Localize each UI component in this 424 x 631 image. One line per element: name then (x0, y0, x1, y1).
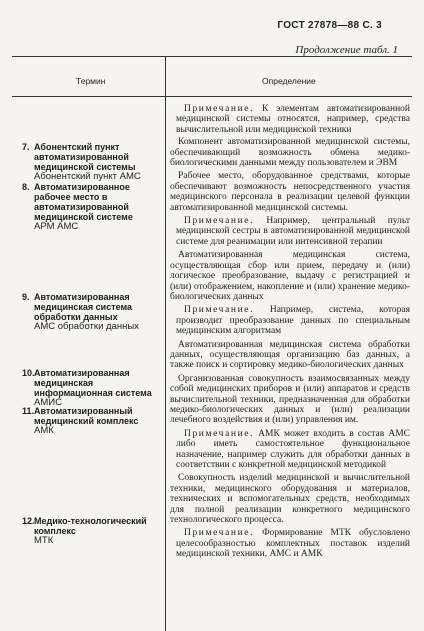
term-number: 12. (22, 516, 35, 526)
term-10 (22, 368, 162, 408)
term-name: Автоматизированное рабочее место в автоматизированной медицинской системе (34, 182, 133, 222)
term-12 (22, 516, 162, 546)
table-continuation-label: Продолжение табл. 1 (295, 44, 398, 56)
term-name: Автоматизированный медицинский комплекс (34, 406, 139, 426)
note-label: Примечание. (184, 428, 255, 439)
column-divider (165, 56, 166, 631)
definition-column (170, 104, 410, 560)
definition-10: Автоматизированная медицинская система обработки данных, осуществляющая организацию баз данных, а также поиск и сортировку медико-биологических данных (170, 339, 410, 371)
term-name: Абонентский пункт автоматизированной медицинской системы (34, 142, 136, 172)
definition-7: Компонент автоматизированной медицинской системы, обеспечивающий возможность обмена медико-биологическими данными между пользователем и ЭВМ (170, 137, 410, 169)
definition-12: Совокупность изделий медицинской и вычислительной техники, медицинского оборудования и материалов, технических и вспомогательных средств, необходимых для полной реализации конкретного медицинского технологического процесса. (170, 473, 410, 526)
definition-11: Организованная совокупность взаимосвязанных между собой медицинских приборов и (или) аппаратов и средств вычислительной техники, предназначенная для обработки медико-биологических данных и (или) реализации лечебного воздействия и (или) управления им. (170, 373, 410, 426)
page-header: ГОСТ 27878—88 С. 3 (277, 20, 382, 31)
term-name: Автоматизированная медицинская система обработки данных (34, 292, 133, 322)
note-prefix: АМК (258, 428, 280, 439)
column-header-term: Термин (76, 76, 106, 86)
note-8 (170, 216, 410, 247)
term-name: Автоматизированная медицинская информационная система (34, 368, 152, 398)
term-9 (22, 292, 162, 332)
term-name: Медико-технологический комплекс (34, 516, 147, 536)
term-8 (22, 182, 162, 232)
term-number: 7. (22, 142, 30, 152)
term-abbreviation: АРМ АМС (34, 221, 79, 232)
note-text: Например, система, которая производит преобразование данных по специальным медицинским алгоритмам (176, 305, 410, 337)
note-9 (170, 305, 410, 336)
note-elements (170, 104, 410, 135)
note-label: Примечание. (184, 216, 255, 227)
table-top-rule (12, 56, 412, 57)
note-text: Формирование МТК обусловлено целесообразностью комплектных поставок изделий медицинской техники, АМС и АМК (176, 528, 411, 560)
term-7 (22, 142, 162, 182)
table-header-rule (12, 96, 412, 97)
note-11 (170, 429, 410, 471)
term-number: 9. (22, 292, 30, 302)
term-abbreviation: АМК (34, 425, 54, 436)
note-text: Например, центральный пульт медицинской сестры в автоматизированной медицинской системе для реанимации или интенсивной терапии (176, 216, 410, 247)
note-label: Примечание. (184, 104, 255, 114)
term-number: 10. (22, 368, 35, 378)
note-label: Примечание. (184, 305, 255, 316)
term-number: 8. (22, 182, 30, 192)
term-abbreviation: АМИС (34, 397, 62, 408)
note-label: Примечание. (184, 528, 255, 539)
term-abbreviation: МТК (34, 535, 54, 546)
definition-9: Автоматизированная медицинская система, осуществляющая сбор или прием, передачу и (или) логическое преобразование, выдачу с регистрацией и (или) отображением, накопление и (или) хранение медико-биологических данных (170, 250, 410, 302)
term-number: 11. (22, 406, 35, 416)
note-text: может входить в состав АМС либо иметь самостоятельное функциональное назначение, например служить для обработки данных в соответствии с конкретной медицинской методикой (176, 428, 411, 470)
column-header-definition: Определение (262, 76, 316, 86)
term-abbreviation: АМС обработки данных (34, 321, 139, 332)
term-11 (22, 406, 162, 436)
term-abbreviation: Абонентский пункт АМС (34, 171, 141, 182)
definition-8: Рабочее место, оборудованное средствами, которые обеспечивают возможность непосредственного участия медицинского персонала в реализации целевой функции автоматизированной медицинской системы. (170, 171, 410, 213)
note-text: К элементам автоматизированной медицинской системы относятся, например, средства вычислительной или медицинской техники (176, 104, 410, 135)
note-12 (170, 528, 410, 559)
